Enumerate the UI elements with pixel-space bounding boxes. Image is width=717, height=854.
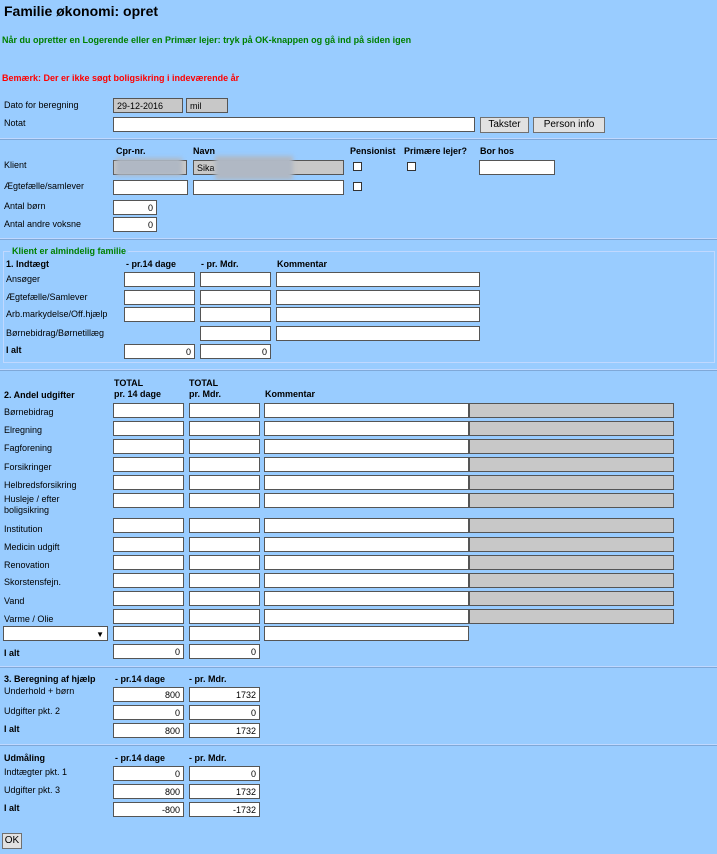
indtaegt-arbmarkydelse-14[interactable] — [124, 307, 195, 322]
udgift-husleje-extra — [469, 493, 674, 508]
notat-input[interactable] — [113, 117, 475, 132]
udgift-boernebidrag-kommentar[interactable] — [264, 403, 469, 418]
udgift-husleje-14[interactable] — [113, 493, 184, 508]
klient-navn-field[interactable]: Sika — [193, 160, 344, 175]
bor-hos-input[interactable] — [479, 160, 555, 175]
udgift-medicin-14[interactable] — [113, 537, 184, 552]
udgift-custom-mdr[interactable] — [189, 626, 260, 641]
udgift-helbredsforsikring-extra — [469, 475, 674, 490]
udgift-row-label: Skorstensfejn. — [4, 577, 62, 587]
udgift-fagforening-kommentar[interactable] — [264, 439, 469, 454]
indtaegt-row-label: Ægtefælle/Samlever — [6, 292, 88, 302]
beregning-underhold-mdr[interactable]: 1732 — [189, 687, 260, 702]
warning-message: Bemærk: Der er ikke søgt boligsikring i indeværende år — [2, 73, 240, 83]
udgift-renovation-extra — [469, 555, 674, 570]
indtaegt-row-label: Ansøger — [6, 274, 41, 284]
udgift-vand-kommentar[interactable] — [264, 591, 469, 606]
redacted-cpr — [116, 158, 182, 176]
udmaaling-udgifter-mdr[interactable]: 1732 — [189, 784, 260, 799]
page-title: Familie økonomi: opret — [4, 3, 159, 19]
indtaegt-total-14[interactable]: 0 — [124, 344, 195, 359]
udgift-boernebidrag-mdr[interactable] — [189, 403, 260, 418]
bor-hos-header: Bor hos — [480, 146, 515, 156]
udmaaling-row-label: Udgifter pkt. 3 — [4, 785, 61, 795]
redacted-name — [215, 156, 293, 180]
udmaaling-col-14: - pr.14 dage — [115, 753, 166, 763]
beregning-row-label: Udgifter pkt. 2 — [4, 706, 61, 716]
udgift-row-label: Institution — [4, 524, 43, 534]
udgift-skorstensfejn-extra — [469, 573, 674, 588]
indtaegt-total-mdr[interactable]: 0 — [200, 344, 271, 359]
udgifter-col-mdr-line2: pr. Mdr. — [189, 389, 222, 399]
indtaegt-total-label: I alt — [6, 345, 22, 355]
beregning-total-14[interactable]: 800 — [113, 723, 184, 738]
udgift-fagforening-14[interactable] — [113, 439, 184, 454]
indtaegt-row-label: Arb.markydelse/Off.hjælp — [6, 309, 108, 319]
udgifter-total-14[interactable]: 0 — [113, 644, 184, 659]
udgift-helbredsforsikring-kommentar[interactable] — [264, 475, 469, 490]
udmaaling-total-label: I alt — [4, 803, 20, 813]
chevron-down-icon: ▼ — [96, 630, 104, 639]
udgift-forsikringer-mdr[interactable] — [189, 457, 260, 472]
udmaaling-col-mdr: - pr. Mdr. — [189, 753, 227, 763]
navn-header: Navn — [193, 146, 216, 156]
aegtefaelle-label: Ægtefælle/samlever — [4, 181, 85, 191]
udgifter-title: 2. Andel udgifter — [4, 390, 75, 400]
udgift-forsikringer-extra — [469, 457, 674, 472]
aegtefaelle-cpr-input[interactable] — [113, 180, 188, 195]
divider — [0, 744, 717, 746]
udgift-varme-14[interactable] — [113, 609, 184, 624]
primaer-lejer-checkbox[interactable] — [407, 162, 416, 171]
divider — [0, 369, 717, 371]
beregning-col-mdr: - pr. Mdr. — [189, 674, 227, 684]
antal-boern-input[interactable]: 0 — [113, 200, 157, 215]
dato-label: Dato for beregning — [4, 100, 79, 110]
udgift-row-label: Børnebidrag — [4, 407, 54, 417]
klient-label: Klient — [4, 160, 27, 170]
udgift-husleje-kommentar[interactable] — [264, 493, 469, 508]
udgift-boernebidrag-14[interactable] — [113, 403, 184, 418]
indtaegt-arbmarkydelse-mdr[interactable] — [200, 307, 271, 322]
udgift-varme-kommentar[interactable] — [264, 609, 469, 624]
beregning-title: 3. Beregning af hjælp — [4, 674, 96, 684]
beregning-total-mdr[interactable]: 1732 — [189, 723, 260, 738]
udgift-elregning-kommentar[interactable] — [264, 421, 469, 436]
udgift-vand-extra — [469, 591, 674, 606]
udgifter-total-mdr[interactable]: 0 — [189, 644, 260, 659]
udgift-row-label: Forsikringer — [4, 462, 52, 472]
udgift-forsikringer-14[interactable] — [113, 457, 184, 472]
udgift-type-select[interactable] — [3, 626, 108, 641]
udmaaling-indtaegter-14[interactable]: 0 — [113, 766, 184, 781]
indtaegt-col-mdr: - pr. Mdr. — [201, 259, 239, 269]
takster-button[interactable]: Takster — [480, 117, 529, 133]
indtaegt-aegtefaelle-kommentar[interactable] — [276, 290, 480, 305]
udgift-helbredsforsikring-mdr[interactable] — [189, 475, 260, 490]
udgift-row-label: Medicin udgift — [4, 542, 60, 552]
indtaegt-col-kommentar: Kommentar — [277, 259, 328, 269]
udgift-elregning-14[interactable] — [113, 421, 184, 436]
udgift-elregning-mdr[interactable] — [189, 421, 260, 436]
indtaegt-row-label: Børnebidrag/Børnetillæg — [6, 328, 105, 338]
cpr-header: Cpr-nr. — [116, 146, 146, 156]
udgifter-total-label: I alt — [4, 648, 20, 658]
divider — [0, 138, 717, 140]
beregning-total-label: I alt — [4, 724, 20, 734]
udgift-varme-extra — [469, 609, 674, 624]
udgift-skorstensfejn-mdr[interactable] — [189, 573, 260, 588]
antal-voksne-input[interactable]: 0 — [113, 217, 157, 232]
pensionist-checkbox-klient[interactable] — [353, 162, 362, 171]
udgift-row-label: Fagforening — [4, 443, 53, 453]
udmaaling-row-label: Indtægter pkt. 1 — [4, 767, 68, 777]
udgift-skorstensfejn-14[interactable] — [113, 573, 184, 588]
divider — [0, 666, 717, 668]
udgift-vand-mdr[interactable] — [189, 591, 260, 606]
udgift-elregning-extra — [469, 421, 674, 436]
udgifter-col-14-line1: TOTAL — [114, 378, 144, 388]
indtaegt-ansoeger-kommentar[interactable] — [276, 272, 480, 287]
udgifter-col-kommentar: Kommentar — [265, 389, 316, 399]
udgift-medicin-mdr[interactable] — [189, 537, 260, 552]
indtaegt-ansoeger-14[interactable] — [124, 272, 195, 287]
udgift-forsikringer-kommentar[interactable] — [264, 457, 469, 472]
ok-button[interactable]: OK — [2, 833, 22, 849]
udgift-fagforening-extra — [469, 439, 674, 454]
indtaegt-col-14: - pr.14 dage — [126, 259, 177, 269]
udgift-boernebidrag-extra — [469, 403, 674, 418]
udmaaling-title: Udmåling — [4, 753, 46, 763]
dato-field[interactable]: 29-12-2016 — [113, 98, 183, 113]
udgift-row-label: Renovation — [4, 560, 50, 570]
udgift-row-label: Elregning — [4, 425, 43, 435]
udgift-custom-kommentar[interactable] — [264, 626, 469, 641]
udgift-husleje-mdr[interactable] — [189, 493, 260, 508]
pensionist-checkbox-aegtefaelle[interactable] — [353, 182, 362, 191]
person-info-button[interactable]: Person info — [533, 117, 605, 133]
beregning-udgifter-14[interactable]: 0 — [113, 705, 184, 720]
indtaegt-arbmarkydelse-kommentar[interactable] — [276, 307, 480, 322]
udgift-row-label: Husleje / efter boligsikring — [4, 494, 60, 515]
antal-boern-label: Antal børn — [4, 201, 46, 211]
udgifter-col-mdr-line1: TOTAL — [189, 378, 219, 388]
udgift-institution-kommentar[interactable] — [264, 518, 469, 533]
indtaegt-boernebidrag-kommentar[interactable] — [276, 326, 480, 341]
udgift-institution-14[interactable] — [113, 518, 184, 533]
beregning-col-14: - pr.14 dage — [115, 674, 166, 684]
udgift-renovation-mdr[interactable] — [189, 555, 260, 570]
divider — [0, 238, 717, 240]
beregning-underhold-14[interactable]: 800 — [113, 687, 184, 702]
udgift-row-label: Helbredsforsikring — [4, 480, 77, 490]
udgift-varme-mdr[interactable] — [189, 609, 260, 624]
info-message: Når du opretter en Logerende eller en Primær lejer: tryk på OK-knappen og gå ind på siden igen — [2, 35, 412, 45]
udgift-vand-14[interactable] — [113, 591, 184, 606]
indtaegt-ansoeger-mdr[interactable] — [200, 272, 271, 287]
udgift-helbredsforsikring-14[interactable] — [113, 475, 184, 490]
udgift-renovation-14[interactable] — [113, 555, 184, 570]
udgift-fagforening-mdr[interactable] — [189, 439, 260, 454]
indtaegt-aegtefaelle-14[interactable] — [124, 290, 195, 305]
udmaaling-total-14[interactable]: -800 — [113, 802, 184, 817]
user-initials-field[interactable]: mil — [186, 98, 228, 113]
udmaaling-total-mdr[interactable]: -1732 — [189, 802, 260, 817]
udmaaling-indtaegter-mdr[interactable]: 0 — [189, 766, 260, 781]
udmaaling-udgifter-14[interactable]: 800 — [113, 784, 184, 799]
aegtefaelle-navn-input[interactable] — [193, 180, 344, 195]
udgift-institution-extra — [469, 518, 674, 533]
udgift-medicin-extra — [469, 537, 674, 552]
familie-type-legend: Klient er almindelig familie — [12, 246, 127, 256]
indtaegt-boernebidrag-mdr[interactable] — [200, 326, 271, 341]
antal-voksne-label: Antal andre voksne — [4, 219, 82, 229]
udgift-medicin-kommentar[interactable] — [264, 537, 469, 552]
udgift-row-label: Vand — [4, 596, 25, 606]
udgift-institution-mdr[interactable] — [189, 518, 260, 533]
udgift-custom-14[interactable] — [113, 626, 184, 641]
indtaegt-aegtefaelle-mdr[interactable] — [200, 290, 271, 305]
beregning-row-label: Underhold + børn — [4, 686, 75, 696]
udgifter-col-14-line2: pr. 14 dage — [114, 389, 162, 399]
indtaegt-title: 1. Indtægt — [6, 259, 49, 269]
beregning-udgifter-mdr[interactable]: 0 — [189, 705, 260, 720]
primaer-lejer-header: Primære lejer? — [404, 146, 468, 156]
notat-label: Notat — [4, 118, 26, 128]
udgift-renovation-kommentar[interactable] — [264, 555, 469, 570]
udgift-skorstensfejn-kommentar[interactable] — [264, 573, 469, 588]
udgift-row-label: Varme / Olie — [4, 614, 54, 624]
pensionist-header: Pensionist — [350, 146, 396, 156]
